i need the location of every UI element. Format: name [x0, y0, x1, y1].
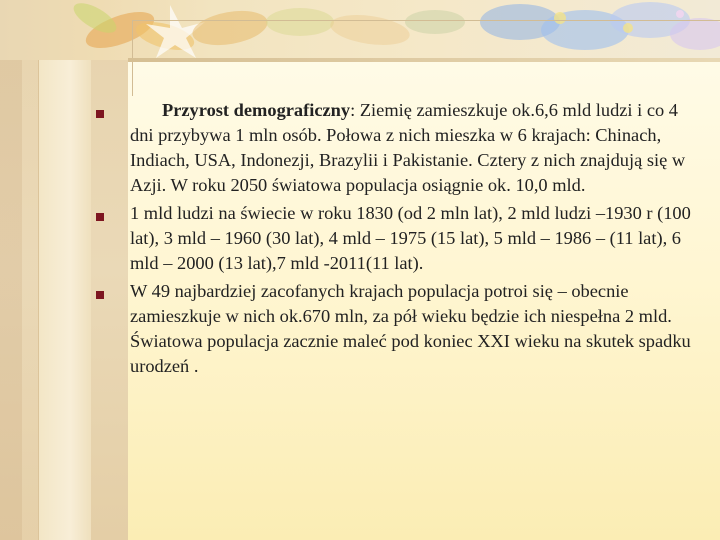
- bullet-square-icon: [96, 291, 104, 299]
- bullet-lead: Przyrost demograficzny: [162, 100, 351, 120]
- list-item: [94, 279, 706, 379]
- bullet-square-icon: [96, 110, 104, 118]
- bullet-square-icon: [96, 213, 104, 221]
- bullet-text: [130, 98, 706, 198]
- left-rail: [38, 60, 91, 540]
- list-item: [94, 201, 706, 276]
- list-item: [94, 98, 706, 198]
- bullet-body: : Ziemię zamieszkuje ok.6,6 mld ludzi i co 4 dni przybywa 1 mln osób. Połowa z nich mieszka w 6 krajach: Chinach, Indiach, USA, Indonezji, Brazylii i Pakistanie. Cztery z nich znajdują się w Azji. W roku 2050 światowa populacja osiągnie ok. 10,0 mld.: [130, 100, 686, 195]
- bullet-list: [94, 98, 706, 382]
- banner-divider: [128, 58, 720, 62]
- bullet-text: W 49 najbardziej zacofanych krajach populacja potroi się – obecnie zamieszkuje w nich ok.670 mln, za pół wieku będzie ich niespełna 2 mld. Światowa populacja zacznie maleć pod koniec XXI wieku na skutek spadku urodzeń .: [130, 281, 691, 376]
- bullet-text: 1 mld ludzi na świecie w roku 1830 (od 2 mln lat), 2 mld ludzi –1930 r (100 lat), 3 mld – 1960 (30 lat), 4 mld – 1975 (15 lat), 5 mld – 1986 – (11 lat), 6 mld – 2000 (13 lat),7 mld -2011(11 lat).: [130, 203, 691, 273]
